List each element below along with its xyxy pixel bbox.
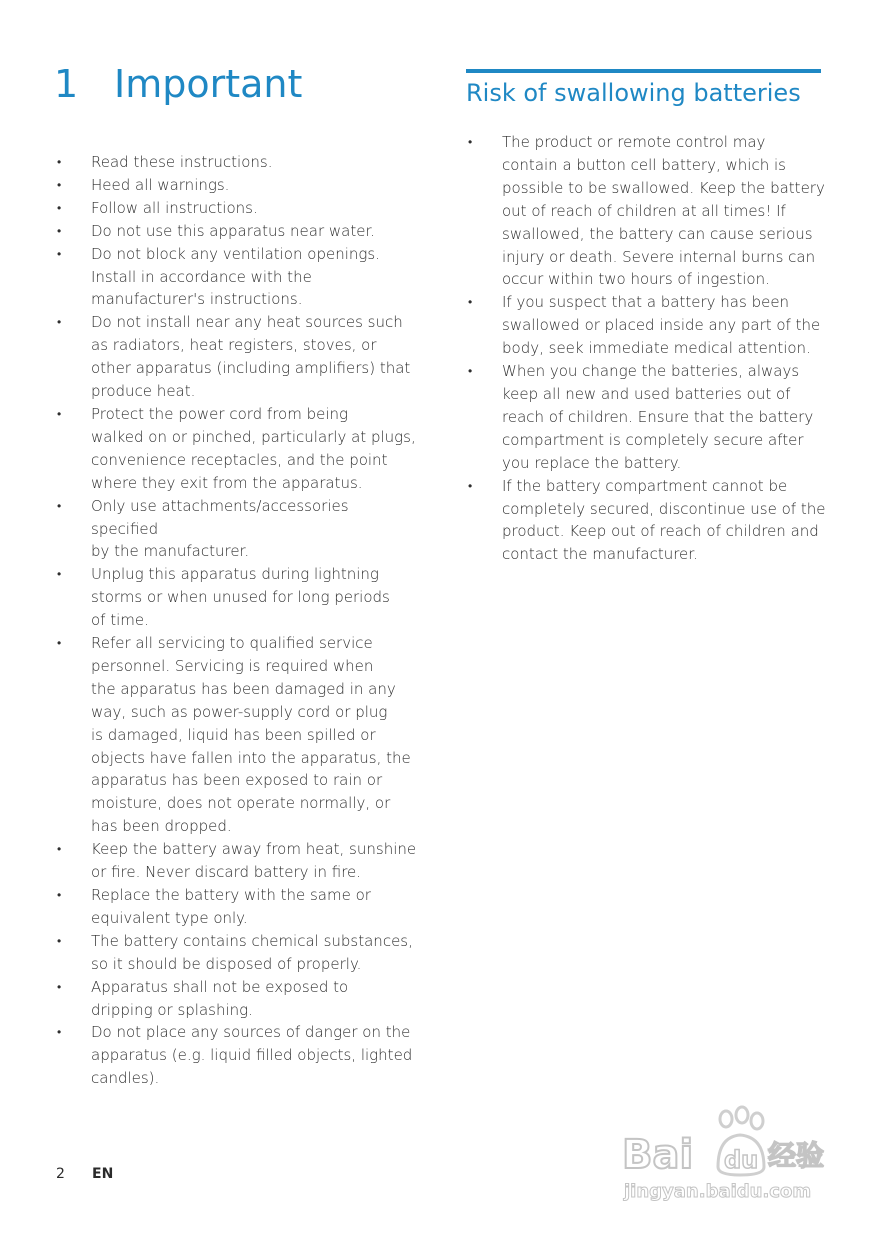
list-item-line: Unplug this apparatus during lightning bbox=[91, 565, 379, 584]
section-divider bbox=[466, 69, 821, 73]
list-item-line: Do not use this apparatus near water. bbox=[91, 221, 376, 240]
list-item-line: has been dropped. bbox=[91, 817, 232, 836]
list-item-line: compartment is completely secure after bbox=[502, 430, 804, 449]
list-item-line: objects have fallen into the apparatus, the bbox=[91, 748, 411, 767]
list-item-line: apparatus has been exposed to rain or bbox=[91, 771, 383, 790]
list-item bbox=[55, 838, 420, 884]
list-item-line: The battery contains chemical substances, bbox=[91, 931, 413, 950]
list-item-line: produce heat. bbox=[91, 382, 196, 401]
list-item bbox=[55, 930, 420, 976]
list-item bbox=[466, 475, 831, 567]
list-item-line: you replace the battery. bbox=[502, 453, 682, 472]
list-item bbox=[55, 563, 420, 632]
list-item-line: way, such as power-supply cord or plug bbox=[91, 702, 388, 721]
list-item-line: injury or death. Severe internal burns can bbox=[502, 247, 816, 266]
list-item-line: is damaged, liquid has been spilled or bbox=[91, 725, 376, 744]
list-item-line: equivalent type only. bbox=[91, 908, 248, 927]
list-item-line: product. Keep out of reach of children and bbox=[502, 522, 819, 541]
list-item-line: Do not install near any heat sources such bbox=[91, 313, 403, 332]
list-item bbox=[55, 243, 420, 312]
list-item-line: If the battery compartment cannot be bbox=[502, 476, 788, 495]
list-item-line: moisture, does not operate normally, or bbox=[91, 794, 391, 813]
list-item-line: Do not block any ventilation openings. bbox=[91, 244, 380, 263]
list-item-line: Only use attachments/accessories specified bbox=[91, 496, 349, 538]
list-item-line: the apparatus has been damaged in any bbox=[91, 679, 396, 698]
list-item-line: out of reach of children at all times! If bbox=[502, 201, 786, 220]
section-title: Risk of swallowing batteries bbox=[466, 79, 801, 107]
list-item-line: dripping or splashing. bbox=[91, 1000, 253, 1019]
list-item-line: The product or remote control may bbox=[502, 133, 766, 151]
list-item-line: Do not place any sources of danger on the bbox=[91, 1023, 411, 1042]
page-number: 2 bbox=[56, 1166, 65, 1182]
list-item-line: personnel. Servicing is required when bbox=[91, 656, 374, 675]
list-item bbox=[55, 311, 420, 403]
list-item-line: body, seek immediate medical attention. bbox=[502, 339, 811, 358]
list-item-line: walked on or pinched, particularly at plugs, bbox=[91, 427, 416, 446]
list-item-line: keep all new and used batteries out of bbox=[502, 384, 791, 403]
chapter-title: Important bbox=[114, 62, 303, 106]
list-item bbox=[466, 291, 831, 360]
list-item-line: possible to be swallowed. Keep the battery bbox=[502, 178, 825, 197]
list-item bbox=[55, 976, 420, 1022]
list-item bbox=[55, 220, 420, 243]
list-item-line: Keep the battery away from heat, sunshine bbox=[91, 840, 417, 859]
list-item-line: other apparatus (including amplifiers) that bbox=[91, 359, 411, 378]
list-item-line: manufacturer's instructions. bbox=[91, 290, 303, 309]
watermark-brand-latin: Bai bbox=[622, 1132, 694, 1178]
list-item bbox=[55, 884, 420, 930]
paw-toe-1 bbox=[720, 1111, 732, 1127]
battery-warnings-list bbox=[466, 131, 831, 566]
paw-toe-2 bbox=[736, 1107, 748, 1123]
list-item bbox=[55, 151, 420, 174]
list-item-line: Replace the battery with the same or bbox=[91, 886, 371, 904]
list-item-line: Refer all servicing to qualified service bbox=[91, 634, 373, 653]
watermark-brand-du: du bbox=[724, 1146, 759, 1174]
chapter-heading bbox=[54, 60, 302, 108]
list-item-line: Heed all warnings. bbox=[91, 175, 230, 194]
list-item-line: storms or when unused for long periods bbox=[91, 588, 390, 607]
watermark-url: jingyan.baidu.com bbox=[624, 1181, 812, 1202]
list-item-line: so it should be disposed of properly. bbox=[91, 954, 362, 973]
list-item-line: Read these instructions. bbox=[91, 153, 273, 171]
list-item bbox=[55, 632, 420, 838]
chapter-number: 1 bbox=[54, 62, 79, 106]
list-item bbox=[466, 131, 831, 291]
list-item-line: If you suspect that a battery has been bbox=[502, 293, 790, 312]
page-footer bbox=[56, 1166, 113, 1182]
list-item-line: Follow all instructions. bbox=[91, 198, 258, 217]
list-item-line: Protect the power cord from being bbox=[91, 404, 349, 423]
paw-toe-3 bbox=[751, 1113, 763, 1129]
list-item-line: swallowed, the battery can cause serious bbox=[502, 224, 813, 243]
list-item-line: swallowed or placed inside any part of the bbox=[502, 316, 821, 335]
list-item-line: apparatus (e.g. liquid filled objects, lighted bbox=[91, 1046, 413, 1065]
list-item-line: Apparatus shall not be exposed to bbox=[91, 977, 349, 996]
list-item-line: completely secured, discontinue use of the bbox=[502, 499, 826, 518]
list-item-line: of time. bbox=[91, 611, 149, 630]
list-item-line: Install in accordance with the bbox=[91, 267, 312, 286]
list-item-line: as radiators, heat registers, stoves, or bbox=[91, 336, 377, 355]
list-item bbox=[55, 1021, 420, 1090]
list-item-line: or fire. Never discard battery in fire. bbox=[91, 863, 362, 882]
list-item bbox=[55, 403, 420, 495]
list-item bbox=[466, 360, 831, 475]
language-code: EN bbox=[92, 1166, 114, 1182]
list-item bbox=[55, 495, 420, 564]
list-item-line: convenience receptacles, and the point bbox=[91, 450, 388, 469]
list-item-line: When you change the batteries, always bbox=[502, 362, 800, 381]
list-item-line: by the manufacturer. bbox=[91, 542, 250, 561]
list-item-line: candles). bbox=[91, 1069, 160, 1088]
list-item-line: reach of children. Ensure that the battery bbox=[502, 407, 814, 426]
list-item-line: contact the manufacturer. bbox=[502, 545, 698, 564]
list-item bbox=[55, 197, 420, 220]
list-item-line: occur within two hours of ingestion. bbox=[502, 270, 770, 289]
baidu-jingyan-watermark bbox=[618, 1105, 828, 1205]
safety-instructions-list bbox=[55, 151, 420, 1090]
list-item bbox=[55, 174, 420, 197]
list-item-line: where they exit from the apparatus. bbox=[91, 473, 363, 492]
list-item-line: contain a button cell battery, which is bbox=[502, 155, 786, 174]
watermark-brand-cn: 经验 bbox=[768, 1139, 825, 1172]
